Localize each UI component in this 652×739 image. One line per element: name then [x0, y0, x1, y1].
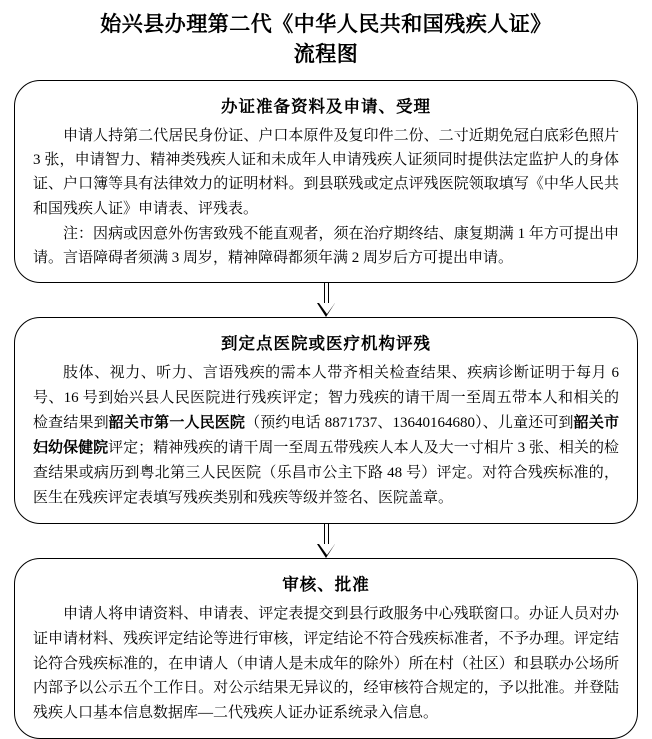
text-segment: 肢体、视力、听力、言语残疾的需本人带齐相关检查结果、疾病诊断证明于每月 6 号、16 号到始兴县人民医院进行残疾评定；智力残疾的请干周一至周五带本人和相关的检查结果到 [33, 365, 619, 432]
flow-step-3-paragraph-1 [33, 602, 619, 726]
text-segment: 申请人持第二代居民身份证、户口本原件及复印件二份、二寸近期免冠白底彩色照片 3 张，申请智力、精神类残疾人证和未成年人申请残疾人证须同时提供法定监护人的身体证、户口簿等具有法律效力的证明材料。到县联残或定点评残医院领取填写《中华人民共和国残疾人证》申请表、评残表。 [33, 127, 619, 217]
connector-2 [319, 524, 334, 558]
text-segment: 评定；精神残疾的请干周一至周五带残疾人本人及大一寸相片 3 张、相关的检查结果或病历到粤北第三人民医院（乐昌市公主下路 48 号）评定。对符合残疾标准的，医生在残疾评定表填写残疾类别和残疾等级并签名、医院盖章。 [33, 440, 619, 506]
flow-step-1-paragraph-2 [33, 222, 619, 271]
down-arrow-icon [319, 524, 334, 558]
text-segment-bold-hospital-1: 韶关市第一人民医院 [108, 415, 246, 432]
down-arrow-icon [319, 283, 334, 317]
flow-step-1-title: 办证准备资料及申请、受理 [221, 96, 431, 116]
flow-step-3-title: 审核、批准 [282, 574, 370, 594]
flow-step-3 [14, 558, 638, 739]
flow-step-2-paragraph-1 [33, 361, 619, 510]
page-title-line-2: 流程图 [293, 41, 359, 66]
flow-step-1-paragraph-1 [33, 124, 619, 221]
text-segment: （预约电话 8871737、13640164680）、儿童还可到 [245, 415, 574, 432]
flow-step-2-title: 到定点医院或医疗机构评残 [221, 334, 431, 354]
connector-1 [319, 283, 334, 317]
flow-step-2 [14, 317, 638, 523]
text-segment: 申请人将申请资料、申请表、评定表提交到县行政服务中心残联窗口。办证人员对办证申请材料、残疾评定结论等进行审核，评定结论不符合残疾标准者，不予办理。评定结论符合残疾标准的，在申请人（申请人是未成年的除外）所在村（社区）和县联办公场所内部予以公示五个工作日。对公示结果无异议的，经审核符合规定的，予以批准。并登陆残疾人口基本信息数据库—二代残疾人证办证系统录入信息。 [33, 605, 619, 722]
flow-step-1 [14, 80, 638, 284]
page-title-line-1: 始兴县办理第二代《中华人民共和国残疾人证》 [100, 12, 552, 36]
page-title [14, 10, 638, 70]
text-segment: 注：因病或因意外伤害致残不能直观者，须在治疗期终结、康复期满 1 年方可提出申请。言语障碍者须满 3 周岁，精神障碍都须年满 2 周岁后方可提出申请。 [33, 225, 619, 267]
text-segment-bold-hospital-2: 韶关市妇幼保健院 [33, 415, 619, 457]
flowchart [14, 80, 638, 739]
